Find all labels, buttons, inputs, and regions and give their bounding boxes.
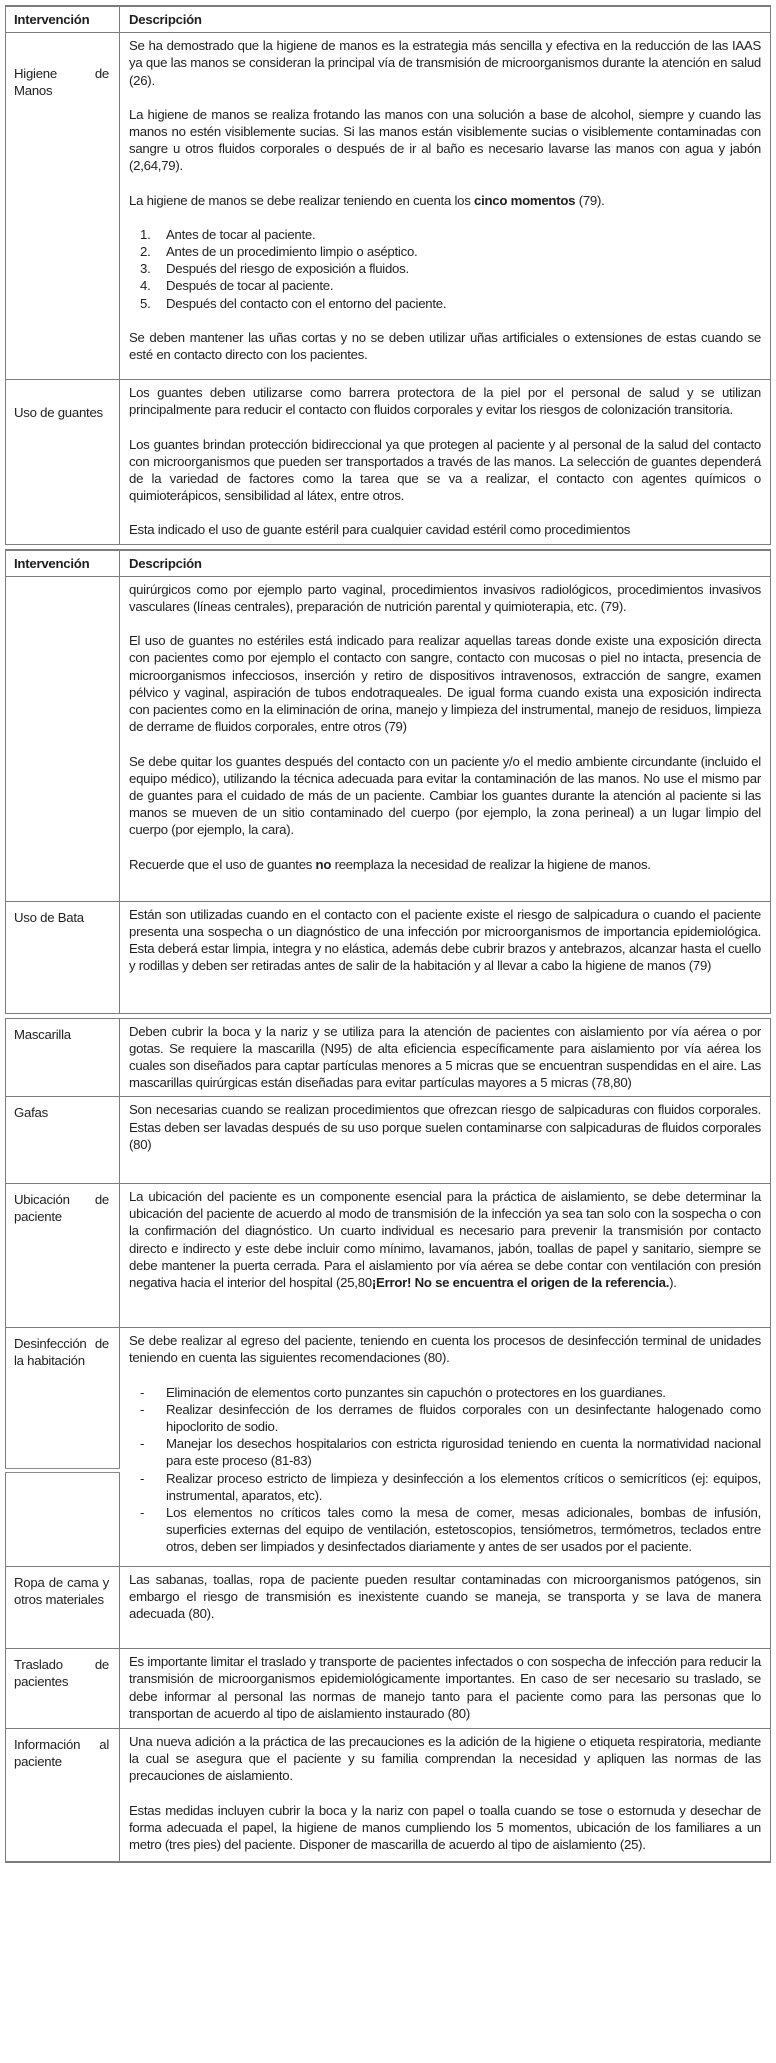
table-row (6, 1019, 770, 1097)
list-number: 3. (140, 261, 151, 277)
numbered-list (129, 226, 761, 312)
paragraph (129, 1101, 761, 1153)
paragraph (129, 37, 761, 89)
list-item (140, 260, 761, 277)
header-descripcion: Descripción (129, 12, 202, 27)
table-row (6, 1327, 770, 1565)
intervention-label (6, 577, 120, 901)
description-cell (120, 1184, 770, 1327)
table-row (6, 1183, 770, 1327)
text-run: La higiene de manos se realiza frotando las manos con una solución a base de alcohol, siempre y cuando las manos no estén visiblemente sucias. Si las manos están visiblemente sucias o visiblemente contaminadas con sangre u otros fluidos corporales o después de ir al baño es necesario lavarse las manos con agua y jabón (2,64,79). (129, 106, 761, 174)
table-row (6, 1096, 770, 1183)
list-number: 2. (140, 244, 151, 260)
table-segment (5, 1018, 771, 1864)
list-item (140, 277, 761, 294)
list-item (140, 295, 761, 312)
list-item-text: Manejar los desechos hospitalarios con estricta rigurosidad teniendo en cuenta la normatividad nacional para este proceso (81-83) (166, 1436, 761, 1469)
text-run: Los guantes deben utilizarse como barrera protectora de la piel por el personal de salud y se utilizan principalmente para reducir el contacto con fluidos corporales y evitar los riesgos de colonización transitoria. (129, 385, 761, 418)
text-run: La higiene de manos se debe realizar teniendo en cuenta los (129, 192, 474, 208)
paragraph (129, 1802, 761, 1854)
text-run: Se deben mantener las uñas cortas y no se deben utilizar uñas artificiales o extensiones de estas cuando se esté en contacto directo con los pacientes. (129, 329, 761, 363)
text-run: Se debe realizar al egreso del paciente, teniendo en cuenta los procesos de desinfección terminal de unidades teniendo en cuenta las siguientes recomendaciones (80). (129, 1333, 761, 1366)
text-run: La ubicación del paciente es un componente esencial para la práctica de aislamiento, se debe determinar la ubicación del paciente de acuerdo al modo de transmisión de la infección ya sea tan solo con la sospecha o con la confirmación del diagnóstico. Un cuarto individual es necesario para prevenir la transmisión por contacto directo e indirecto y este debe incluir como mínimo, lavamanos, jabón, toallas de papel y sanitario, siempre se debe mantener la puerta cerrada. Para el aislamiento por vía aérea se debe contar con ventilación con presión negativa hacia el interior del hospital (25,80 (129, 1188, 761, 1290)
text-run: Se ha demostrado que la higiene de manos es la estrategia más sencilla y efectiva en la reducción de las IAAS ya que las manos se consideran la principal vía de transmisión de microorganismos durante la atención en salud (26). (129, 38, 761, 88)
paragraph (129, 1023, 761, 1092)
header-intervencion: Intervención (6, 551, 120, 576)
text-run: Esta indicado el uso de guante estéril para cualquier cavidad estéril como procedimientos (129, 522, 631, 538)
list-item-text: Después del riesgo de exposición a fluidos. (166, 261, 409, 277)
header-descripcion: Descripción (129, 555, 202, 571)
dash-marker: - (140, 1505, 145, 1520)
dash-marker: - (140, 1401, 145, 1417)
text-run: Las sabanas, toallas, ropa de paciente pueden resultar contaminadas con microorganismos patógenos, sin embargo el riesgo de transmisión es inexistente cuando se maneja, se transporta y se lava de manera adecuada (80). (129, 1571, 761, 1622)
list-item-text: Eliminación de elementos corto punzantes sin capuchón o protectores en los guardianes. (166, 1384, 666, 1400)
table-header-row (6, 551, 770, 576)
interventions-table (5, 5, 771, 1863)
list-item (140, 1401, 761, 1435)
text-run: El uso de guantes no estériles está indicado para realizar aquellas tareas donde existe una exposición directa con pacientes como por ejemplo el contacto con sangre, contacto con mucosas o piel no intacta, presencia de microorganismos infecciosos, inserción y retiro de dispositivos intravenosos, extracción de sangre, examen pélvico y vaginal, aspiración de tubos endotraqueales. De igual forma cuando exista una exposición indirecta con pacientes como en la eliminación de orina, manejo y limpieza del instrumental, manejo de residuos, limpieza de derrame de fluidos corporales, entre otros (79) (129, 633, 761, 735)
list-item (140, 1384, 761, 1401)
intervention-label: Higiene de Manos (6, 33, 120, 379)
list-item-text: Los elementos no críticos tales como la mesa de comer, mesas adicionales, bombas de infusión, superficies externas del equipo de ventilación, estetoscopios, tensiómetros, termómetros, teclados entre otros, deben ser limpiados y desinfectados diariamente y antes de ser usados por el paciente. (166, 1505, 761, 1555)
paragraph (129, 1332, 761, 1366)
table-row (6, 32, 770, 379)
table-segment (5, 549, 771, 1014)
text-run: Se debe quitar los guantes después del contacto con un paciente y/o el medio ambiente circundante (incluido el equipo médico), utilizando la técnica adecuada para evitar la contaminación de las manos. No use el mismo par de guantes para el cuidado de más de un paciente. Cambiar los guantes durante la atención al paciente si las manos se mueven de un sitio contaminado del cuerpo (por ejemplo, la zona perineal) a un lugar limpio del cuerpo (por ejemplo, la cara). (129, 753, 761, 838)
dash-marker: - (140, 1384, 145, 1400)
paragraph (129, 1733, 761, 1785)
paragraph (129, 1188, 761, 1291)
dash-marker: - (140, 1436, 145, 1452)
intervention-label: Uso de guantes (6, 380, 120, 543)
list-item-text: Después del contacto con el entorno del paciente. (166, 295, 447, 311)
description-cell (120, 33, 770, 379)
list-item-text: Antes de un procedimiento limpio o aséptico. (166, 244, 418, 260)
table-row (6, 1648, 770, 1728)
list-item (140, 1470, 761, 1504)
text-run: Recuerde que el uso de guantes (129, 856, 316, 872)
intervention-label: Traslado de pacientes (6, 1649, 120, 1728)
table-row (6, 1728, 770, 1861)
list-number: 1. (140, 226, 151, 242)
description-cell (120, 902, 770, 1013)
text-run: Deben cubrir la boca y la nariz y se utiliza para la atención de pacientes con aislamiento por vía aérea o por gotas. Se requiere la mascarilla (N95) de alta eficiencia específicamente para aislamiento por vía aérea los cuales son diseñados para captar partículas menores a 5 micras que se encuentran suspendidas en el aire. Las mascarillas quirúrgicas están diseñadas para evitar partículas mayores a 5 micras (78,80) (129, 1023, 761, 1091)
description-cell (120, 1649, 770, 1728)
paragraph (129, 581, 761, 615)
list-item-text: Realizar proceso estricto de limpieza y desinfección a los elementos críticos o semicríticos (ej: equipos, instrumental, aparatos, etc). (166, 1470, 761, 1503)
dash-list (129, 1384, 761, 1556)
header-intervencion: Intervención (6, 7, 120, 32)
intervention-label: Ropa de cama y otros materiales (6, 1567, 120, 1649)
list-item-text: Después de tocar al paciente. (166, 278, 334, 294)
description-cell (120, 1097, 770, 1183)
description-cell (120, 577, 770, 901)
text-run: reemplaza la necesidad de realizar la higiene de manos. (331, 856, 651, 872)
text-run: Estas medidas incluyen cubrir la boca y la nariz con papel o toalla cuando se tose o estornuda y desechar de forma adecuada el papel, la higiene de manos cumpliendo los 5 momentos, ubicación de los familiares a un metro (tres pies) del paciente. Disponer de mascarilla de acuerdo al tipo de aislamiento (25). (129, 1802, 761, 1853)
paragraph (129, 436, 761, 505)
table-row (6, 576, 770, 901)
paragraph (129, 521, 761, 538)
intervention-label: Mascarilla (6, 1019, 120, 1097)
text-run: Los guantes brindan protección bidireccional ya que protegen al paciente y al personal de la salud del contacto con microorganismos que pueden ser transportados a través de las manos. La selección de guantes dependerá de la variedad de factores como la tarea que se va a realizar, el contacto con agentes químicos o quimioterápicos, sensibilidad al látex, entre otros. (129, 436, 761, 504)
intervention-label: Desinfección de la habitación (6, 1328, 120, 1565)
bold-text: cinco momentos (473, 192, 576, 208)
dash-marker: - (140, 1470, 145, 1486)
text-run: Es importante limitar el traslado y transporte de pacientes infectados o con sospecha de infección para reducir la transmisión de microorganismos epidemiológicamente importantes. En caso de ser necesario su traslado, se debe informar al personal las normas de manejo tanto para el paciente como para las personas que lo transportan de acuerdo al tipo de aislamiento instaurado (80) (129, 1654, 761, 1721)
description-cell (120, 1729, 770, 1861)
paragraph (129, 856, 761, 873)
list-item (140, 1504, 761, 1556)
paragraph (129, 106, 761, 175)
text-run: quirúrgicos como por ejemplo parto vaginal, procedimientos invasivos radiológicos, procedimientos invasivos vasculares (líneas centrales), preparación de nutrición parental y quimioterapia, etc. (79). (129, 581, 761, 615)
paragraph (129, 1571, 761, 1623)
list-number: 5. (140, 295, 151, 311)
list-item (140, 1435, 761, 1469)
table-row (6, 901, 770, 1013)
list-item-text: Antes de tocar al paciente. (166, 226, 316, 242)
table-row (6, 1566, 770, 1649)
table-row (6, 379, 770, 543)
paragraph (129, 192, 761, 209)
description-cell (120, 1019, 770, 1097)
list-number: 4. (140, 278, 151, 294)
list-item (140, 226, 761, 243)
intervention-label: Ubicación de paciente (6, 1184, 120, 1327)
list-item (140, 243, 761, 260)
paragraph (129, 753, 761, 839)
bold-text: no (315, 856, 332, 872)
description-cell (120, 380, 770, 543)
list-item-text: Realizar desinfección de los derrames de fluidos corporales con un desinfectante halogenado como hipoclorito de sodio. (166, 1401, 761, 1434)
paragraph (129, 632, 761, 735)
paragraph (129, 384, 761, 418)
paragraph (129, 1653, 761, 1722)
text-run: Son necesarias cuando se realizan procedimientos que ofrezcan riesgo de salpicaduras con fluidos corporales. Estas deben ser lavadas después de su uso porque suelen contaminarse con salpicaduras de fluidos corporales (80) (129, 1102, 761, 1152)
paragraph (129, 329, 761, 363)
text-run: (79). (575, 192, 605, 208)
intervention-label: Uso de Bata (6, 902, 120, 1013)
table-header-row (6, 7, 770, 32)
paragraph (129, 906, 761, 975)
table-segment (5, 5, 771, 545)
text-run: Una nueva adición a la práctica de las precauciones es la adición de la higiene o etiqueta respiratoria, mediante la cual se asegura que el paciente y su familia comprendan la necesidad y apliquen las normas de las precauciones de aislamiento. (129, 1734, 761, 1784)
intervention-label: Gafas (6, 1097, 120, 1183)
intervention-label: Información al paciente (6, 1729, 120, 1861)
text-run: Están son utilizadas cuando en el contacto con el paciente existe el riesgo de salpicadura o cuando el paciente presenta una sospecha o un diagnóstico de una infección por microorganismos de importancia epidemiológica. Esta deberá estar limpia, integra y no elástica, además debe cubrir brazos y antebrazos, alcanzar hasta el cuello y rodillas y deben ser retiradas antes de salir de la habitación y al llevar a cabo la higiene de manos (79) (129, 906, 761, 974)
description-cell (120, 1567, 770, 1649)
description-cell (120, 1328, 770, 1565)
text-run: ). (669, 1274, 677, 1290)
bold-text: ¡Error! No se encuentra el origen de la referencia. (371, 1274, 670, 1290)
